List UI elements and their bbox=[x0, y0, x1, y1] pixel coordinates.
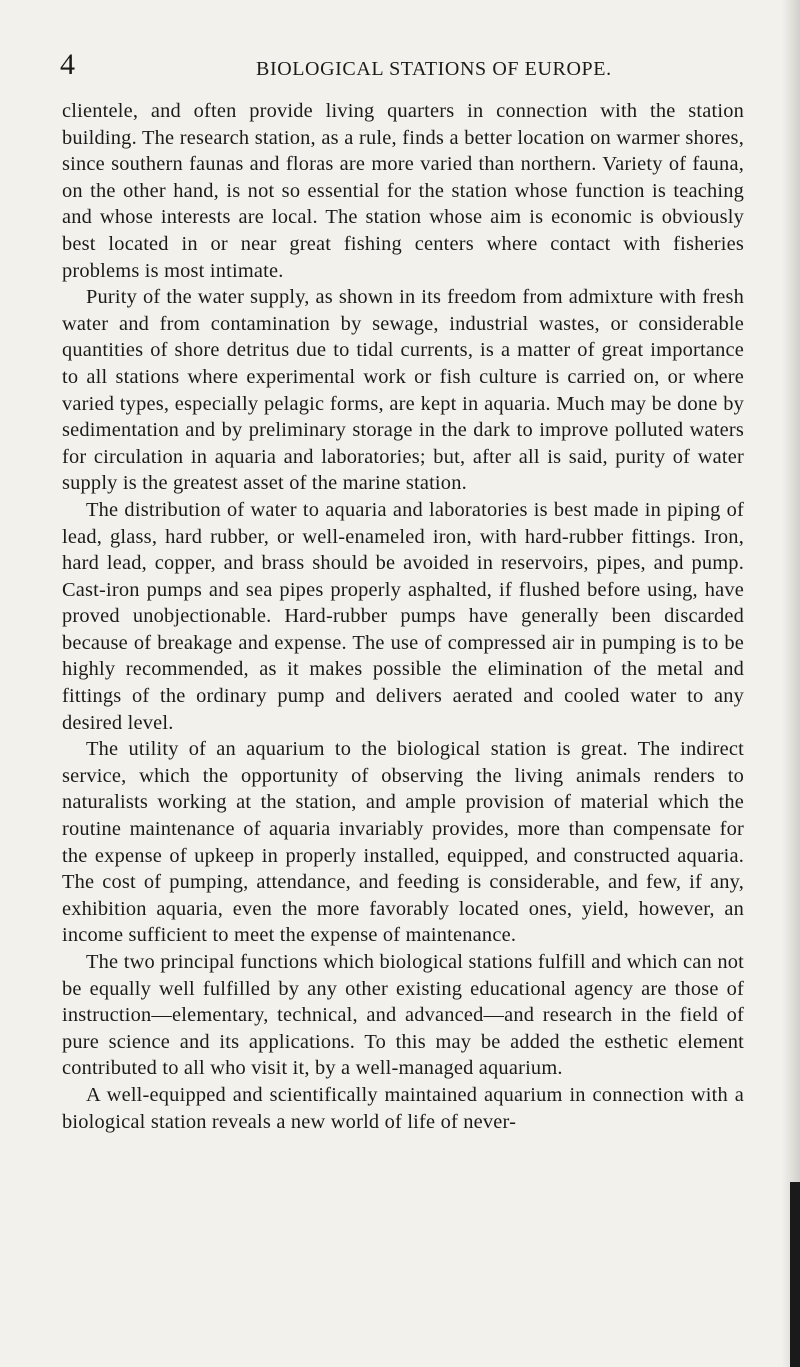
body-text bbox=[62, 98, 744, 1135]
paragraph-water-purity: Purity of the water supply, as shown in its freedom from admixture with fresh water and from contamination by sewage, industrial wastes, or considerable quantities of shore detritus due to tidal currents, is a matter of great importance to all stations where experimental work or fish culture is carried on, or where varied types, especially pelagic forms, are kept in aquaria. Much may be done by sedimentation and by preliminary storage in the dark to improve polluted waters for circulation in aquaria and laboratories; but, after all is said, purity of water supply is the greatest asset of the marine station. bbox=[62, 286, 744, 495]
page-number: 4 bbox=[60, 48, 75, 81]
paragraph-aquarium-new-world: A well-equipped and scientifically maintained aquarium in connection with a biological station reveals a new world of life of never- bbox=[62, 1083, 744, 1133]
page-header bbox=[60, 50, 760, 84]
paragraph-location: clientele, and often provide living quarters in connection with the station building. The research station, as a rule, finds a better location on warmer shores, since southern faunas and floras are more varied than northern. Variety of fauna, on the other hand, is not so essential for the station whose function is teaching and whose interests are local. The station whose aim is economic is obviously best located in or near great fishing centers where contact with fisheries problems is most intimate. bbox=[62, 100, 744, 282]
paragraph-water-distribution: The distribution of water to aquaria and laboratories is best made in piping of lead, glass, hard rubber, or well-enameled iron, with hard-rubber fittings. Iron, hard lead, copper, and brass should be avoided in reservoirs, pipes, and pump. Cast-iron pumps and sea pipes properly asphalted, if flushed before using, have proved unobjectionable. Hard-rubber pumps have generally been discarded because of breakage and expense. The use of compressed air in pumping is to be highly recommended, as it makes possible the elimination of the metal and fittings of the ordinary pump and delivers aerated and cooled water to any desired level. bbox=[62, 498, 744, 734]
paragraph-principal-functions: The two principal functions which biological stations fulfill and which can not be equally well fulfilled by any other existing educational agency are those of instruction—elementary, technical, and advanced—and research in the field of pure science and its applications. To this may be added the esthetic element contributed to all who visit it, by a well-managed aquarium. bbox=[62, 951, 744, 1080]
paragraph-aquarium-utility: The utility of an aquarium to the biological station is great. The indirect service, which the opportunity of observing the living animals renders to naturalists working at the station, and ample provision of material which the routine maintenance of aquaria invariably provides, more than compensate for the expense of upkeep in properly installed, equipped, and constructed aquaria. The cost of pumping, attendance, and feeding is considerable, and few, if any, exhibition aquaria, even the more favorably located ones, yield, however, an income sufficient to meet the expense of maintenance. bbox=[62, 738, 744, 947]
page-edge-shadow bbox=[782, 0, 800, 1367]
binding-mark bbox=[790, 1182, 800, 1367]
running-head: BIOLOGICAL STATIONS OF EUROPE. bbox=[256, 58, 612, 80]
